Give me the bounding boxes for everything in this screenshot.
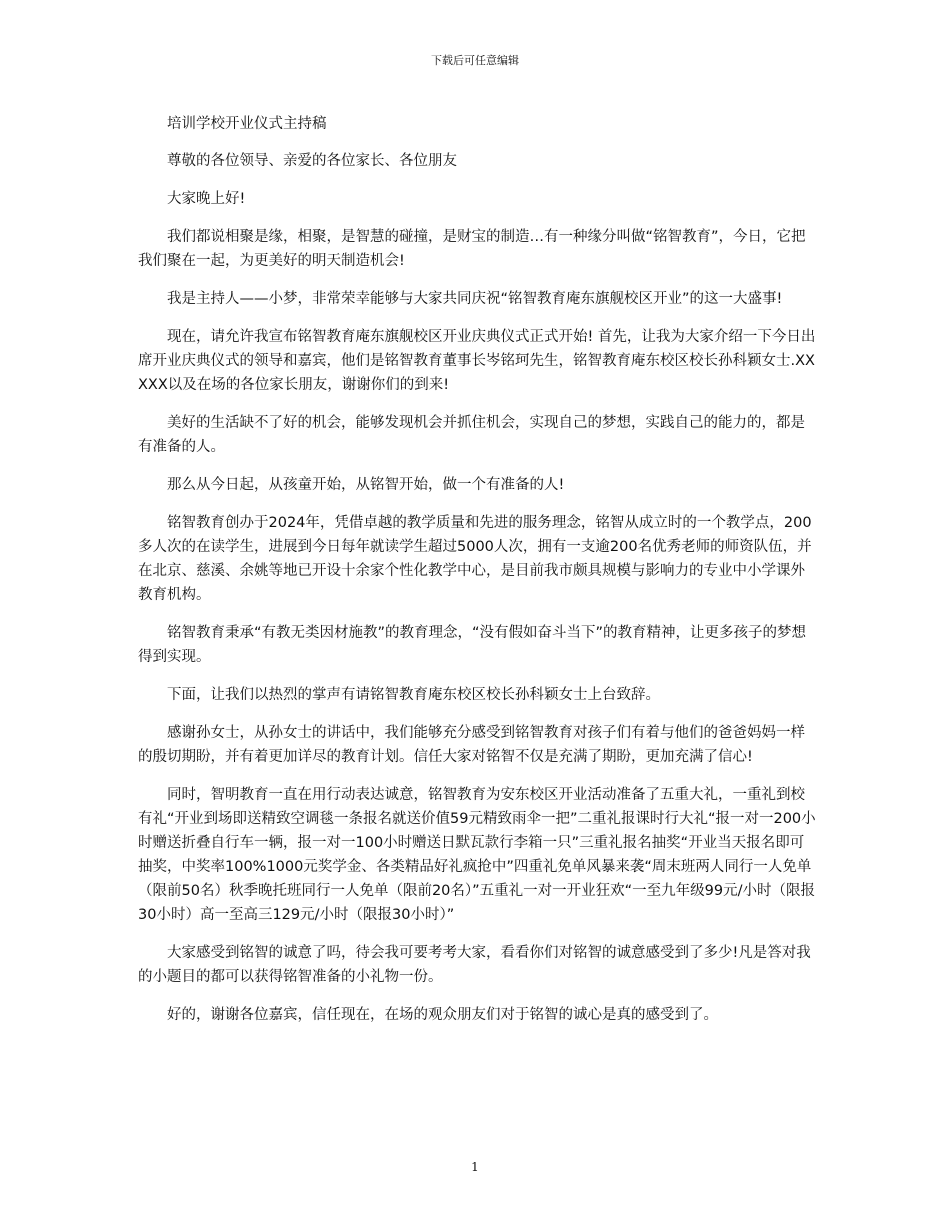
- paragraph-quiz: 大家感受到铭智的诚意了吗，待会我可要考考大家，看看你们对铭智的诚意感受到了多少!凡是答对我的小题目的都可以获得铭智准备的小礼物一份。: [138, 945, 811, 985]
- paragraph-history: 铭智教育创办于2024年，凭借卓越的教学质量和先进的服务理念，铭智从成立时的一个教学点，200多人次的在读学生，进展到今日每年就读学生超过5000人次，拥有一支逾200名优秀老师的师资队伍，并在北京、慈溪、余姚等地已开设十余家个性化教学中心，是目前我市颇具规模与影响力的专业中小学课外教育机构。: [138, 515, 812, 603]
- document-body: [138, 112, 818, 1041]
- page-number: 1: [471, 1160, 479, 1174]
- paragraph-philosophy: 铭智教育秉承“有教无类因材施教”的教育理念，“没有假如奋斗当下”的教育精神，让更多孩子的梦想得到实现。: [138, 625, 807, 665]
- paragraph-intro: 我们都说相聚是缘，相聚，是智慧的碰撞，是财宝的制造…有一种缘分叫做“铭智教育”，今日，它把我们聚在一起，为更美好的明天制造机会!: [138, 229, 806, 269]
- paragraph-thanks: 感谢孙女士，从孙女士的讲话中，我们能够充分感受到铭智教育对孩子们有着与他们的爸爸妈妈一样的殷切期盼，并有着更加详尽的教育计划。信任大家对铭智不仅是充满了期盼，更加充满了信心!: [138, 725, 805, 765]
- greeting: 大家晚上好!: [167, 191, 246, 207]
- paragraph-invite-speech: 下面，让我们以热烈的掌声有请铭智教育庵东校区校长孙科颖女士上台致辞。: [167, 687, 660, 703]
- paragraph-opening: 现在，请允许我宣布铭智教育庵东旗舰校区开业庆典仪式正式开始! 首先，让我为大家介绍一下今日出席开业庆典仪式的领导和嘉宾，他们是铭智教育董事长岑铭珂先生，铭智教育庵东校区校长孙科颖女士.XXXXX以及在场的各位家长朋友，谢谢你们的到来!: [138, 329, 816, 393]
- paragraph-gifts: 同时，智明教育一直在用行动表达诚意，铭智教育为安东校区开业活动准备了五重大礼，一重礼到校有礼“开业到场即送精致空调毯一条报名就送价值59元精致雨伞一把”二重礼报课时行大礼“报一对一200小时赠送折叠自行车一辆，报一对一100小时赠送日默瓦款行李箱一只”三重礼报名抽奖“开业当天报名即可抽奖，中奖率100%1000元奖学金、各类精品好礼疯抢中”四重礼免单风暴来袭“周末班两人同行一人免单（限前50名）秋季晚托班同行一人免单（限前20名）”五重礼一对一开业狂欢“一至九年级99元/小时（限报30小时）高一至高三129元/小时（限报30小时）”: [138, 787, 816, 923]
- page-header-note: 下载后可任意编辑: [431, 54, 519, 67]
- paragraph-host: 我是主持人——小梦，非常荣幸能够与大家共同庆祝“铭智教育庵东旗舰校区开业”的这一大盛事!: [167, 291, 783, 307]
- paragraph-prepared: 那么从今日起，从孩童开始，从铭智开始，做一个有准备的人!: [167, 477, 565, 493]
- document-title: 培训学校开业仪式主持稿: [167, 116, 327, 132]
- paragraph-opportunity: 美好的生活缺不了好的机会，能够发现机会并抓住机会，实现自己的梦想，实践自己的能力的，都是有准备的人。: [138, 415, 805, 455]
- paragraph-closing: 好的，谢谢各位嘉宾，信任现在，在场的观众朋友们对于铭智的诚心是真的感受到了。: [167, 1007, 718, 1023]
- salutation: 尊敬的各位领导、亲爱的各位家长、各位朋友: [167, 153, 457, 169]
